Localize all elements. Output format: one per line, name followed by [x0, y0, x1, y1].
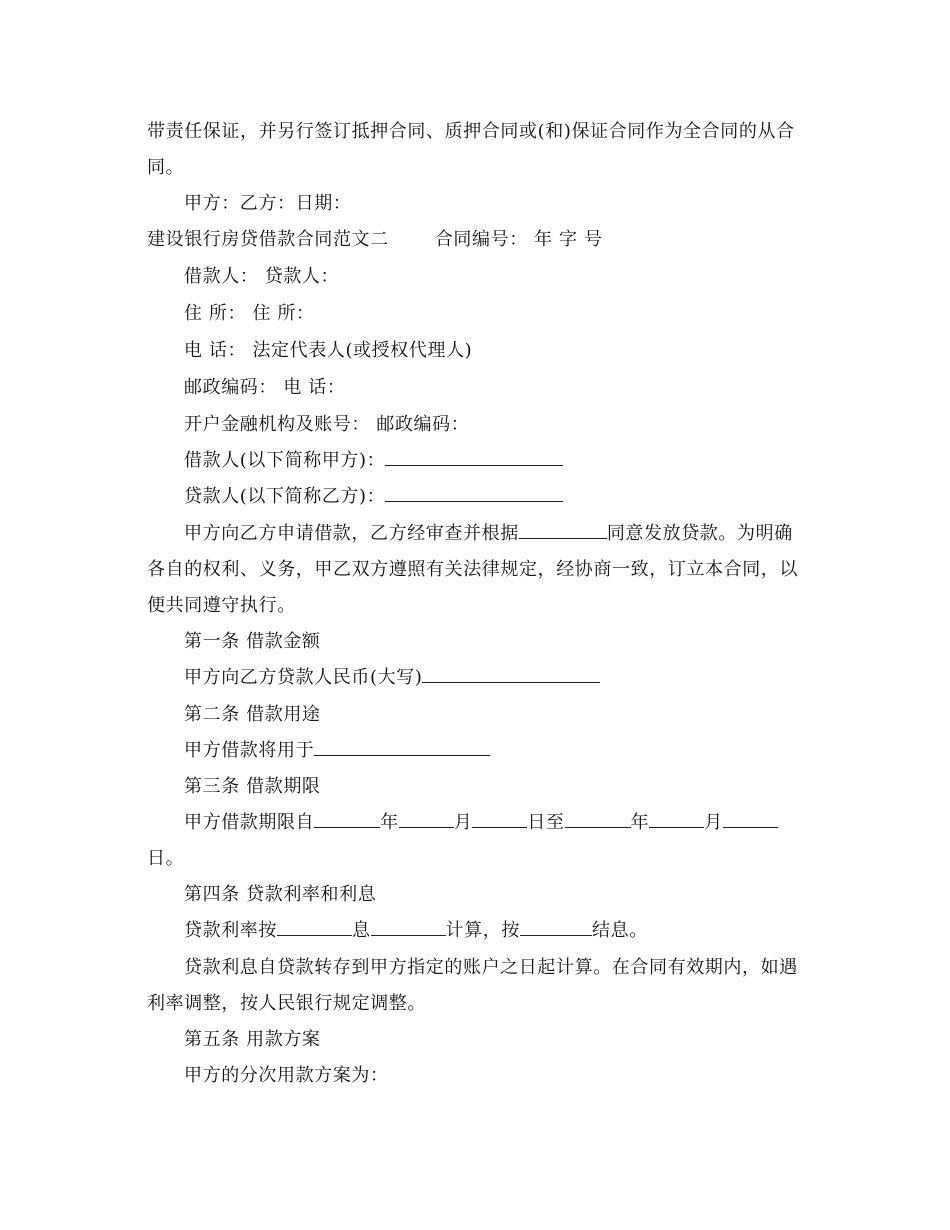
paragraph-line: 同。 — [147, 157, 185, 178]
lender-label: 贷款人(以下简称乙方)： — [184, 486, 386, 507]
paragraph-line: 甲方的分次用款方案为： — [184, 1065, 389, 1086]
end-month-blank — [649, 811, 704, 828]
article-heading: 第二条 借款用途 — [184, 704, 321, 725]
borrower-line — [184, 449, 563, 473]
settlement-blank — [520, 919, 592, 936]
address-line: 住 所： 住 所： — [184, 303, 315, 324]
text-span: 甲方借款期限自 — [184, 812, 315, 833]
paragraph-line — [184, 522, 793, 546]
start-year-blank — [314, 811, 380, 828]
purpose-blank — [314, 739, 490, 756]
rate-basis-blank — [277, 919, 352, 936]
party-line: 借款人： 贷款人： — [184, 266, 340, 287]
contract-title: 建设银行房贷借款合同范文二 — [147, 229, 389, 250]
borrower-label: 借款人(以下简称甲方)： — [184, 450, 386, 471]
text-span: 结息。 — [592, 920, 648, 941]
amount-blank — [422, 666, 600, 683]
phone-line: 电 话： 法定代表人(或授权代理人) — [184, 340, 473, 361]
text-span: 月 — [704, 812, 723, 833]
paragraph-line: 日。 — [147, 848, 185, 869]
end-day-blank — [723, 811, 778, 828]
paragraph-line: 贷款利息自贷款转存到甲方指定的账户之日起计算。在合同有效期内，如遇 — [184, 957, 798, 978]
start-month-blank — [399, 811, 454, 828]
article-heading: 第五条 用款方案 — [184, 1029, 321, 1050]
purpose-line — [184, 739, 490, 763]
text-span: 年 — [380, 812, 399, 833]
signature-line: 甲方：乙方：日期： — [184, 193, 352, 214]
text-span: 同意发放贷款。为明确 — [606, 523, 793, 544]
borrower-blank — [385, 449, 563, 466]
text-span: 年 — [630, 812, 650, 833]
text-span: 息 — [352, 920, 371, 941]
basis-blank — [519, 522, 607, 539]
article-heading: 第一条 借款金额 — [184, 631, 321, 652]
paragraph-line: 各自的权利、义务，甲乙双方遵照有关法律规定，经协商一致，订立本合同，以 — [147, 559, 798, 580]
paragraph-line: 利率调整，按人民银行规定调整。 — [147, 993, 426, 1014]
text-span: 甲方借款将用于 — [184, 740, 315, 761]
lender-blank — [385, 485, 563, 502]
text-span: 甲方向乙方贷款人民币(大写) — [184, 667, 423, 688]
interest-line — [184, 919, 648, 943]
text-span: 甲方向乙方申请借款，乙方经审查并根据 — [184, 523, 519, 544]
start-day-blank — [472, 811, 527, 828]
lender-line — [184, 485, 563, 509]
paragraph-line: 带责任保证，并另行签订抵押合同、质押合同或(和)保证合同作为全合同的从合 — [147, 121, 795, 142]
text-span: 月 — [453, 812, 473, 833]
term-line — [184, 811, 778, 835]
text-span: 计算，按 — [445, 920, 521, 941]
contract-number: 合同编号： 年 字 号 — [434, 229, 603, 250]
text-span: 贷款利率按 — [184, 920, 277, 941]
paragraph-line: 便共同遵守执行。 — [147, 595, 296, 616]
bank-account-line: 开户金融机构及账号： 邮政编码： — [184, 414, 470, 435]
article-heading: 第四条 贷款利率和利息 — [184, 884, 377, 905]
amount-line — [184, 666, 600, 690]
end-year-blank — [565, 811, 631, 828]
article-heading: 第三条 借款期限 — [184, 776, 321, 797]
interest-basis-blank — [371, 919, 446, 936]
contract-title-line — [147, 228, 603, 252]
text-span: 日至 — [527, 812, 565, 833]
postcode-line: 邮政编码： 电 话： — [184, 377, 346, 398]
